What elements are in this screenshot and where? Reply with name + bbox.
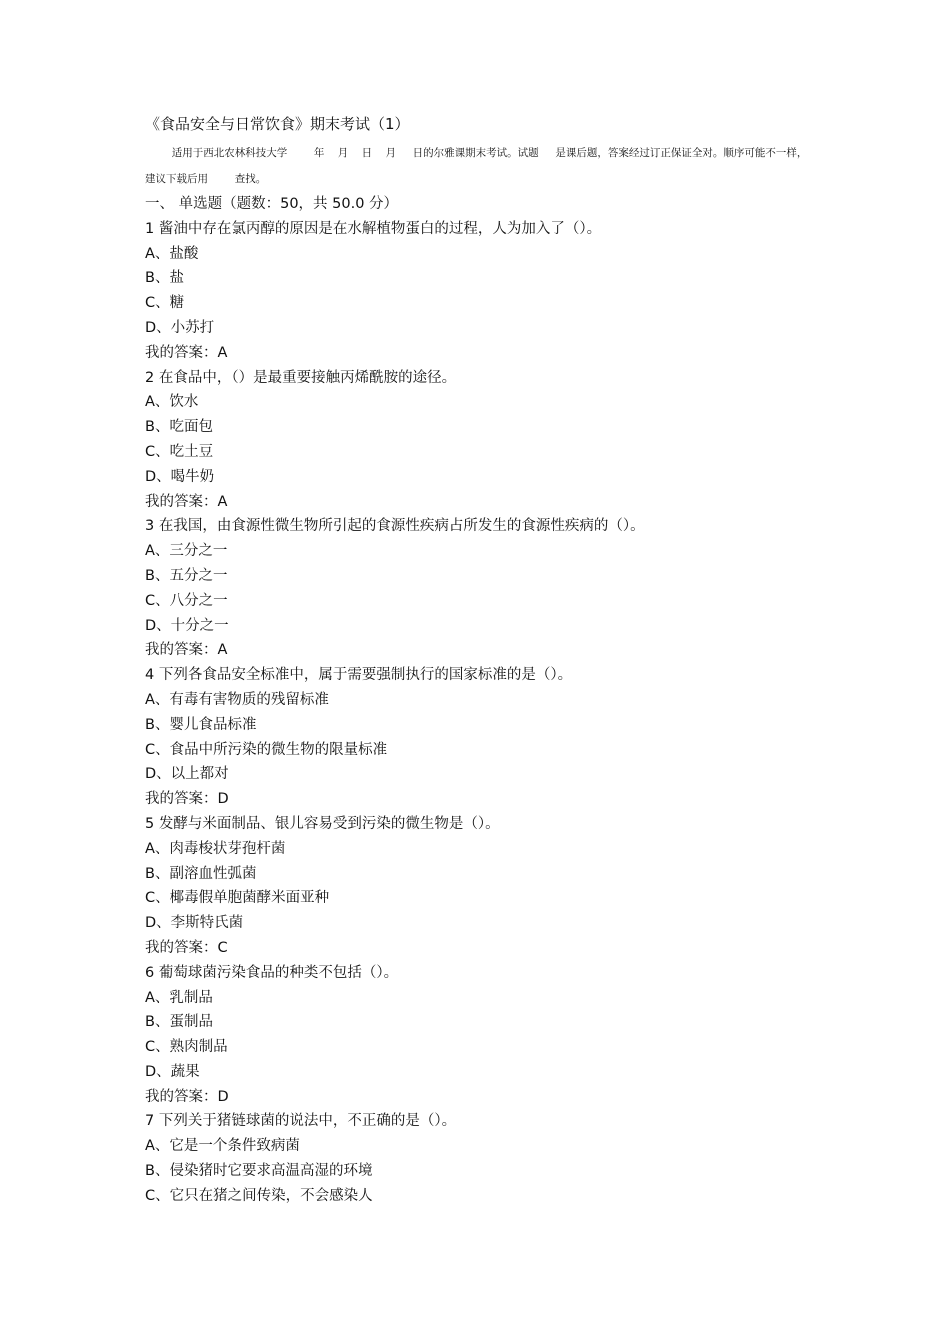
answer-option: D、以上都对 <box>145 766 229 783</box>
question-text: 6 葡萄球菌污染食品的种类不包括（）。 <box>145 964 399 981</box>
answer-option: D、李斯特氏菌 <box>145 915 244 932</box>
answer-option: C、食品中所污染的微生物的限量标准 <box>145 741 388 758</box>
my-answer: 我的答案：D <box>145 1088 229 1105</box>
my-answer: 我的答案：D <box>145 791 229 808</box>
document-intro: 适用于西北农林科技大学 年 月 日 月 日的尔雅课期末考试。试题 是课后题，答案经过订正保证全对。顺序可能不一样，建议下载后用 查找。 <box>145 147 808 185</box>
question-text: 1 酱油中存在氯丙醇的原因是在水解植物蛋白的过程，人为加入了（）。 <box>145 220 602 237</box>
my-answer: 我的答案：A <box>145 642 228 659</box>
answer-option: C、吃土豆 <box>145 443 214 460</box>
question-list <box>145 217 845 1209</box>
answer-option: C、熟肉制品 <box>145 1039 228 1056</box>
answer-option: C、椰毒假单胞菌酵米面亚种 <box>145 890 330 907</box>
answer-option: D、小苏打 <box>145 319 215 336</box>
document-page <box>145 112 845 1209</box>
answer-option: C、八分之一 <box>145 592 228 609</box>
my-answer: 我的答案：C <box>145 939 228 956</box>
question-text: 2 在食品中，（）是最重要接触丙烯酰胺的途径。 <box>145 369 457 386</box>
question-text: 3 在我国，由食源性微生物所引起的食源性疾病占所发生的食源性疾病的（）。 <box>145 518 645 535</box>
answer-option: B、婴儿食品标准 <box>145 716 257 733</box>
question-block <box>145 812 845 961</box>
question-block <box>145 366 845 515</box>
question-text: 4 下列各食品安全标准中，属于需要强制执行的国家标准的是（）。 <box>145 667 573 684</box>
answer-option: B、盐 <box>145 270 184 287</box>
question-block <box>145 1109 845 1208</box>
question-block <box>145 961 845 1110</box>
answer-option: D、喝牛奶 <box>145 468 215 485</box>
question-block <box>145 217 845 366</box>
answer-option: B、五分之一 <box>145 567 228 584</box>
answer-option: D、蔬果 <box>145 1063 200 1080</box>
answer-option: B、吃面包 <box>145 419 213 436</box>
answer-option: B、蛋制品 <box>145 1014 213 1031</box>
answer-option: A、它是一个条件致病菌 <box>145 1138 300 1155</box>
section-heading: 一、 单选题（题数：50，共 50.0 分） <box>145 196 399 212</box>
question-text: 7 下列关于猪链球菌的说法中，不正确的是（）。 <box>145 1113 457 1130</box>
answer-option: A、盐酸 <box>145 245 199 262</box>
answer-option: C、糖 <box>145 295 185 312</box>
question-block <box>145 663 845 812</box>
answer-option: A、饮水 <box>145 394 199 411</box>
answer-option: A、肉毒梭状芽孢杆菌 <box>145 840 286 857</box>
my-answer: 我的答案：A <box>145 344 228 361</box>
answer-option: B、侵染猪时它要求高温高湿的环境 <box>145 1163 373 1180</box>
question-block <box>145 514 845 663</box>
answer-option: B、副溶血性弧菌 <box>145 865 257 882</box>
document-title: 《食品安全与日常饮食》期末考试（1） <box>145 115 410 133</box>
answer-option: C、它只在猪之间传染，不会感染人 <box>145 1187 373 1204</box>
answer-option: A、有毒有害物质的残留标准 <box>145 691 329 708</box>
question-text: 5 发酵与米面制品、银儿容易受到污染的微生物是（）。 <box>145 815 500 832</box>
answer-option: D、十分之一 <box>145 617 229 634</box>
answer-option: A、乳制品 <box>145 989 213 1006</box>
answer-option: A、三分之一 <box>145 543 228 560</box>
my-answer: 我的答案：A <box>145 493 228 510</box>
